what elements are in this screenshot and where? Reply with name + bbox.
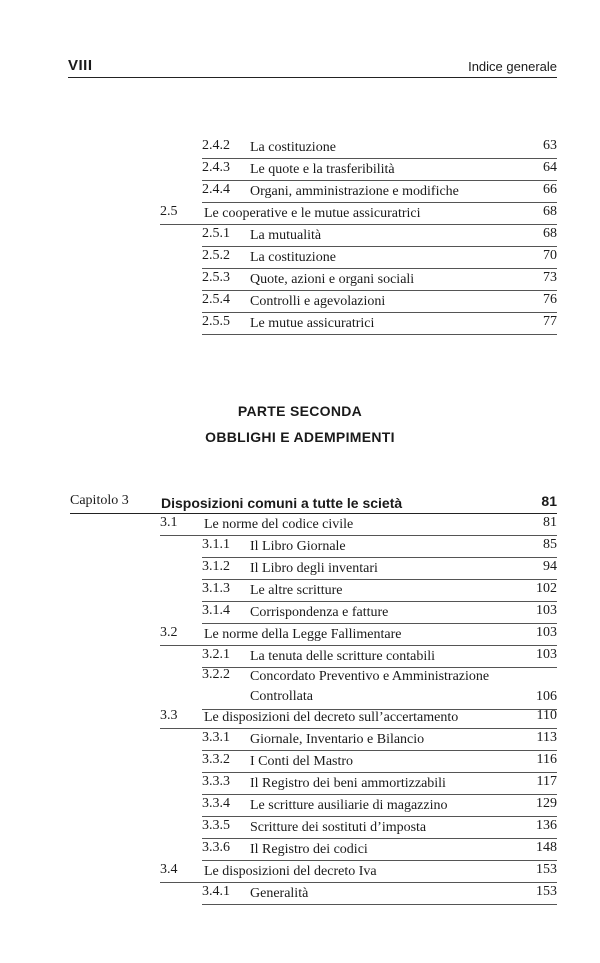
toc-entry-page: 110 [536,708,557,723]
toc-entry-page: 64 [543,160,557,175]
toc-entry-title: Le norme della Legge Fallimentare [204,627,402,642]
toc-entry-number: 2.5.4 [202,292,230,307]
toc-entry-2-5[interactable] [160,202,557,225]
toc-chapter-3[interactable] [70,491,557,514]
toc-entry-number: 2.5.3 [202,270,230,285]
toc-entry-number: 3.2.2 [202,667,230,682]
toc-entry-title: Generalità [250,886,309,901]
toc-entry-page: 68 [543,204,557,219]
toc-entry-title: Il Registro dei beni ammortizzabili [250,776,446,791]
chapter-page: 81 [541,493,557,509]
toc-entry-page: 85 [543,537,557,552]
toc-entry-page: 103 [536,647,557,662]
toc-entry-2-5-1[interactable] [202,224,557,247]
toc-entry-title: Quote, azioni e organi sociali [250,272,415,287]
toc-entry-page: 102 [536,581,557,596]
toc-entry-title-line-2: Controllata [250,689,313,704]
chapter-number: Capitolo 3 [70,493,129,508]
toc-entry-number: 2.5.5 [202,314,230,329]
toc-entry-title: Giornale, Inventario e Bilancio [250,732,425,747]
toc-entry-title: Il Libro Giornale [250,539,346,554]
toc-entry-title: Le disposizioni del decreto sull’accertamento [204,710,459,725]
toc-entry-page: 81 [543,515,557,530]
toc-entry-number: 2.4.3 [202,160,230,175]
toc-entry-3-3-2[interactable] [202,750,557,773]
toc-entry-page: 77 [543,314,557,329]
toc-entry-3-1-1[interactable] [202,535,557,558]
toc-entry-number: 3.1 [160,515,178,530]
toc-entry-title: Il Libro degli inventari [250,561,378,576]
toc-entry-number: 3.3.2 [202,752,230,767]
toc-entry-2-5-5[interactable] [202,312,557,335]
toc-entry-title: Le disposizioni del decreto Iva [204,864,377,879]
toc-entry-page: 129 [536,796,557,811]
chapter-title: Disposizioni comuni a tutte le scietà [161,495,403,511]
toc-entry-title: Il Registro dei codici [250,842,368,857]
toc-entry-title: Corrispondenza e fatture [250,605,389,620]
toc-entry-page: 66 [543,182,557,197]
part-title: OBBLIGHI E ADEMPIMENTI [205,429,395,445]
toc-entry-page: 94 [543,559,557,574]
running-header [68,55,557,78]
running-title: Indice generale [468,59,557,74]
toc-entry-number: 2.5.2 [202,248,230,263]
toc-entry-3-4-1[interactable] [202,882,557,905]
toc-entry-page: 116 [536,752,557,767]
toc-entry-3-2-2[interactable] [202,665,557,710]
toc-entry-page: 153 [536,884,557,899]
toc-entry-title: La tenuta delle scritture contabili [250,649,436,664]
toc-entry-title: Scritture dei sostituti d’imposta [250,820,427,835]
toc-entry-3-3-4[interactable] [202,794,557,817]
toc-entry-page: 113 [536,730,557,745]
toc-entry-3-3[interactable] [160,706,557,729]
toc-entry-number: 3.3.3 [202,774,230,789]
toc-entry-page: 63 [543,138,557,153]
toc-entry-number: 3.4 [160,862,178,877]
toc-entry-number: 2.4.2 [202,138,230,153]
toc-entry-page: 103 [536,603,557,618]
toc-entry-number: 3.3.6 [202,840,230,855]
toc-entry-number: 3.2.1 [202,647,230,662]
toc-entry-title: Le norme del codice civile [204,517,354,532]
toc-entry-page: 76 [543,292,557,307]
toc-entry-3-2[interactable] [160,623,557,646]
toc-entry-3-3-5[interactable] [202,816,557,839]
toc-entry-3-1-4[interactable] [202,601,557,624]
toc-entry-3-3-6[interactable] [202,838,557,861]
toc-entry-title: La costituzione [250,250,336,265]
toc-entry-page: 117 [536,774,557,789]
toc-entry-title: Le mutue assicuratrici [250,316,375,331]
toc-entry-title-line-1: Concordato Preventivo e Amministrazione [250,669,490,684]
toc-entry-title: Le scritture ausiliarie di magazzino [250,798,448,813]
toc-entry-2-5-3[interactable] [202,268,557,291]
toc-entry-page: 103 [536,625,557,640]
toc-entry-3-3-1[interactable] [202,728,557,751]
toc-entry-number: 3.3.1 [202,730,230,745]
toc-entry-2-4-4[interactable] [202,180,557,203]
toc-entry-number: 2.5.1 [202,226,230,241]
toc-entry-2-5-2[interactable] [202,246,557,269]
toc-entry-number: 3.3 [160,708,178,723]
toc-entry-3-4[interactable] [160,860,557,883]
toc-entry-number: 2.5 [160,204,178,219]
toc-entry-2-4-2[interactable] [202,136,557,159]
toc-entry-3-1-3[interactable] [202,579,557,602]
toc-entry-page: 106 [536,689,557,704]
toc-entry-number: 3.1.4 [202,603,230,618]
toc-entry-title: Le quote e la trasferibilità [250,162,395,177]
toc-entry-number: 3.1.1 [202,537,230,552]
toc-entry-page: 73 [543,270,557,285]
toc-entry-3-1-2[interactable] [202,557,557,580]
toc-entry-number: 3.3.4 [202,796,230,811]
toc-entry-page: 136 [536,818,557,833]
toc-entry-number: 3.1.3 [202,581,230,596]
toc-entry-page: 153 [536,862,557,877]
toc-entry-title [250,667,489,707]
page-number: VIII [68,57,93,74]
toc-entry-title: La costituzione [250,140,336,155]
toc-entry-number: 3.2 [160,625,178,640]
toc-entry-page: 148 [536,840,557,855]
toc-entry-number: 2.4.4 [202,182,230,197]
toc-entry-title: Le altre scritture [250,583,343,598]
toc-entry-number: 3.3.5 [202,818,230,833]
toc-entry-title: Controlli e agevolazioni [250,294,386,309]
part-label: PARTE SECONDA [237,403,363,419]
toc-entry-3-3-3[interactable] [202,772,557,795]
toc-entry-title: La mutualità [250,228,322,243]
toc-entry-title: Le cooperative e le mutue assicuratrici [204,206,421,221]
toc-entry-page: 68 [543,226,557,241]
toc-entry-2-5-4[interactable] [202,290,557,313]
toc-entry-title: I Conti del Mastro [250,754,354,769]
toc-entry-number: 3.1.2 [202,559,230,574]
toc-entry-2-4-3[interactable] [202,158,557,181]
toc-entry-number: 3.4.1 [202,884,230,899]
toc-entry-3-1[interactable] [160,513,557,536]
toc-entry-page: 70 [543,248,557,263]
toc-entry-title: Organi, amministrazione e modifiche [250,184,459,199]
